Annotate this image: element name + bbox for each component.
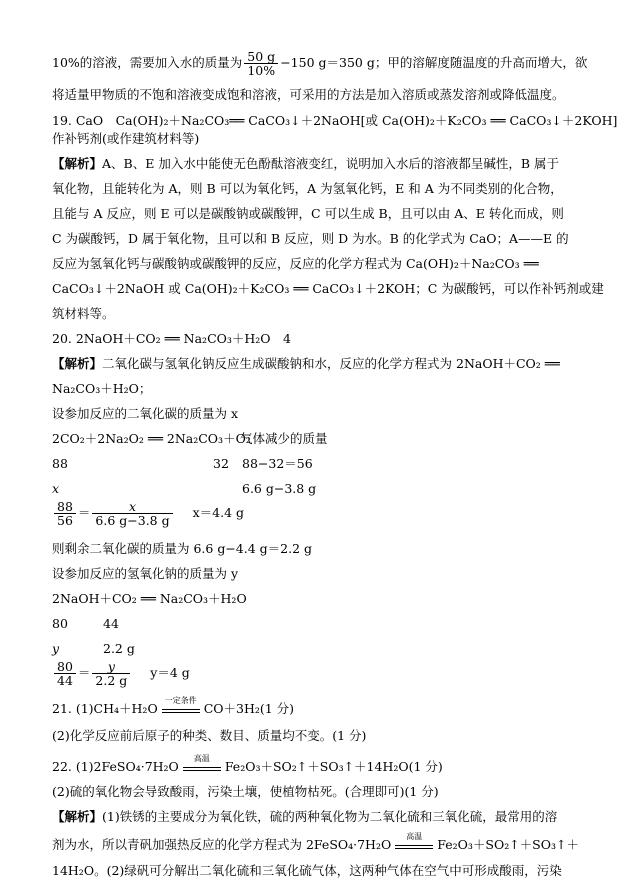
equals-sign: ＝ [77, 505, 91, 520]
analysis-19-line-2: 氧化物，且能转化为 A，则 B 可以为氧化钙，A 为氢氧化钙，E 和 A 为不同类别的化合物， [52, 181, 563, 196]
condition-label: 高温 [193, 753, 210, 763]
high-temp-arrow [183, 753, 221, 775]
analysis-19-line-5: 反应为氢氧化钙与碳酸钠或碳酸钾的反应，反应的化学方程式为 Ca(OH)₂＋Na₂CO₃ ══ [52, 256, 539, 271]
analysis-tag: 【解析】 [52, 356, 103, 371]
condition-label: 一定条件 [164, 695, 197, 705]
analysis-19-line-6: CaCO₃↓＋2NaOH 或 Ca(OH)₂＋K₂CO₃ ══ CaCO₃↓＋2KOH；C 为碳酸钙，可以作补钙剂或建 [52, 281, 604, 296]
analysis-19-line-4: C 为碳酸钙，D 属于氧化物，且可以和 B 反应，则 D 为水。B 的化学式为 CaO；A——E 的 [52, 231, 569, 246]
assume-co2: 设参加反应的二氧化碳的质量为 x [52, 406, 239, 421]
frac-80-44 [54, 660, 76, 687]
result-y: y＝4 g [150, 665, 190, 680]
frac-den: 6.6 g−3.8 g [95, 513, 170, 528]
analysis-tag: 【解析】 [52, 809, 103, 824]
answer-20: 20. 2NaOH＋CO₂ ══ Na₂CO₃＋H₂O 4 [52, 331, 292, 346]
answer-21-1 [52, 695, 295, 718]
gas-reduction-label: 气体减少的质量 [240, 431, 328, 446]
equals-sign: ＝ [77, 665, 91, 680]
analysis-19-line-3: 且能与 A 反应，则 E 可以是碳酸钠或碳酸钾，C 可以生成 B，且可以由 A、E 转化而成，则 [52, 206, 564, 221]
text-l1-a: 10%的溶液，需要加入水的质量为 [52, 55, 243, 70]
frac-num: 80 [54, 660, 76, 674]
text-l26-b: CO＋3H₂(1 分) [203, 701, 295, 716]
text-line-4: 作补钙剂(或作建筑材料等) [52, 131, 200, 146]
text-line-2: 将适量甲物质的不饱和溶液变成饱和溶液，可采用的方法是加入溶质或蒸发溶剂或降低温度。 [52, 87, 565, 102]
mass-32: 32 [213, 456, 229, 471]
analysis-19-line-7: 筑材料等。 [52, 306, 115, 321]
text-l28-b: Fe₂O₃＋SO₂↑＋SO₃↑＋14H₂O(1 分) [224, 759, 443, 774]
text-l30: (1)铁锈的主要成分为氧化铁，硫的两种氧化物为二氧化硫和三氧化硫，最常用的溶 [102, 809, 558, 824]
text-l28-a: 22. (1)2FeSO₄·7H₂O [52, 759, 179, 774]
analysis-22-line-1 [52, 808, 557, 826]
answer-22-2: (2)硫的氧化物会导致酸雨，污染土壤，使植物枯死。(合理即可)(1 分) [52, 784, 439, 799]
equation-naoh: 2NaOH＋CO₂ ══ Na₂CO₃＋H₂O [52, 591, 247, 606]
frac-num: y [92, 660, 130, 674]
analysis-22-line-2 [52, 831, 579, 854]
frac-y [92, 660, 130, 687]
text-l5: A、B、E 加入水中能使无色酚酞溶液变红，说明加入水后的溶液都呈碱性，B 属于 [102, 156, 559, 171]
text-l31-a: 剂为水，所以青矾加强热反应的化学方程式为 2FeSO₄·7H₂O [52, 837, 392, 852]
frac-den: 44 [57, 673, 73, 688]
frac-den: 2.2 g [95, 673, 128, 688]
frac-88-56 [54, 500, 76, 527]
mass-diff: 88−32＝56 [242, 456, 313, 471]
mass-88: 88 [52, 456, 68, 471]
mass-44: 44 [103, 616, 119, 631]
text-line-1 [52, 50, 587, 77]
answer-19: 19. CaO Ca(OH)₂＋Na₂CO₃══ CaCO₃↓＋2NaOH[或 Ca(OH)₂＋K₂CO₃ ══ CaCO₃↓＋2KOH] [52, 113, 618, 128]
frac-num: x [92, 500, 172, 514]
text-l31-b: Fe₂O₃＋SO₂↑＋SO₃↑＋ [437, 837, 579, 852]
fraction-water-mass [244, 50, 278, 77]
proportion-2 [52, 660, 190, 687]
gas-diff-value: 6.6 g−3.8 g [242, 481, 317, 496]
result-x: x＝4.4 g [192, 505, 244, 520]
remaining-co2: 则剩余二氧化碳的质量为 6.6 g−4.4 g＝2.2 g [52, 541, 313, 556]
co2-mass-value: 2.2 g [103, 641, 135, 656]
var-y: y [52, 641, 60, 656]
answer-21-2: (2)化学反应前后原子的种类、数目、质量均不变。(1 分) [52, 728, 367, 743]
condition-label: 高温 [406, 831, 423, 841]
analysis-20-line-1 [52, 355, 560, 373]
mass-80: 80 [52, 616, 68, 631]
text-l1-b: −150 g＝350 g；甲的溶解度随温度的升高而增大，欲 [280, 55, 588, 70]
assume-naoh: 设参加反应的氢氧化钠的质量为 y [52, 566, 239, 581]
frac-x [92, 500, 172, 527]
frac-den: 56 [57, 513, 73, 528]
analysis-20-line-2: Na₂CO₃＋H₂O； [52, 381, 152, 396]
answer-22-1 [52, 753, 443, 776]
equation-na2o2: 2CO₂＋2Na₂O₂ ══ 2Na₂CO₃＋O₂ [52, 431, 251, 446]
text-l26-a: 21. (1)CH₄＋H₂O [52, 701, 158, 716]
var-x: x [52, 481, 60, 496]
condition-arrow [162, 695, 200, 717]
proportion-1 [52, 500, 244, 527]
analysis-22-line-3: 14H₂O。(2)绿矾可分解出二氧化硫和三氧化硫气体，这两种气体在空气中可形成酸雨，污染 [52, 863, 562, 878]
fraction-numerator: 50 g [244, 50, 278, 64]
analysis-19-line-1 [52, 155, 559, 173]
frac-num: 88 [54, 500, 76, 514]
fraction-denominator: 10% [247, 63, 276, 78]
high-temp-arrow [395, 831, 433, 853]
analysis-tag: 【解析】 [52, 156, 103, 171]
text-l13: 二氧化碳与氢氧化钠反应生成碳酸钠和水，反应的化学方程式为 2NaOH＋CO₂ ══ [102, 356, 560, 371]
